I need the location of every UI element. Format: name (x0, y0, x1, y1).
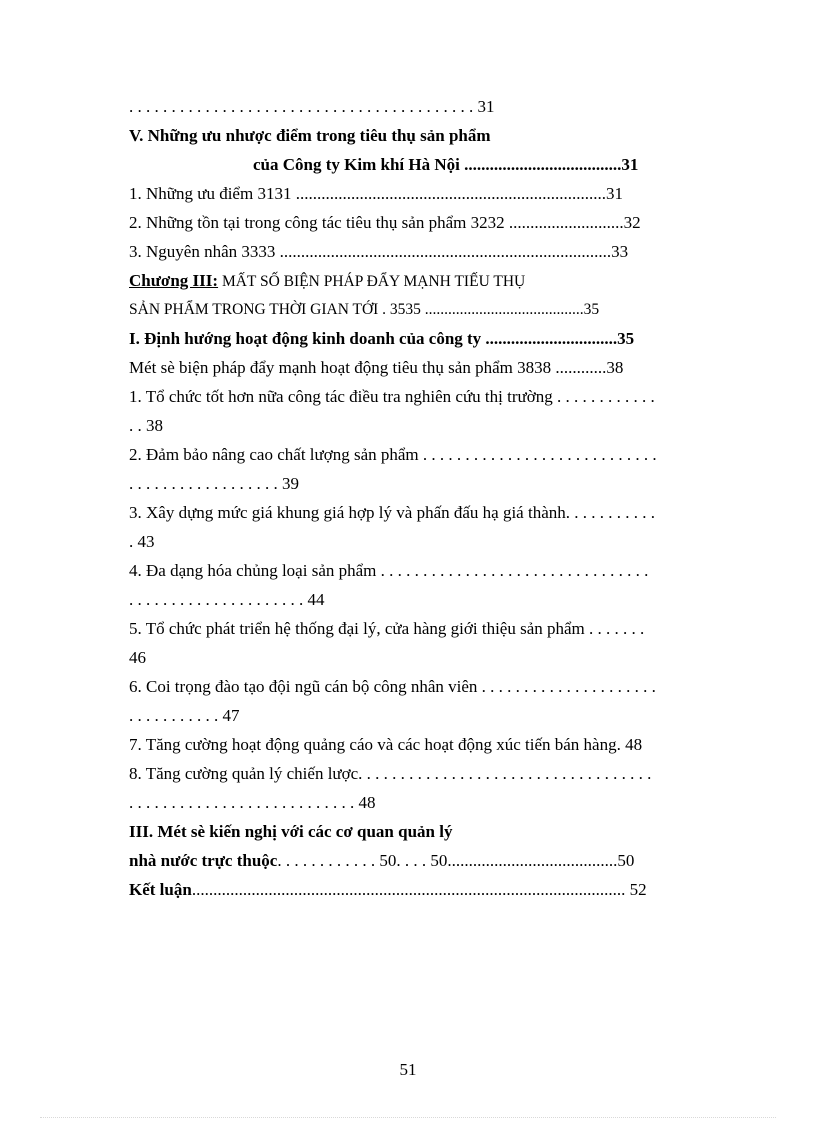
toc-chapter-title-cont: SẢN PHẨM TRONG THỜI GIAN TỚI . 3535 .........................................35 (129, 301, 600, 318)
toc-line: . . 38 (129, 416, 163, 435)
toc-line: . . . . . . . . . . . . . . . . . . . . . 44 (129, 590, 325, 609)
toc-line: . . . . . . . . . . . 47 (129, 706, 240, 725)
toc-line: 3. Xây dựng mức giá khung giá hợp lý và phấn đấu hạ giá thành. . . . . . . . . . . (129, 503, 655, 522)
toc-line: 4. Đa dạng hóa chủng loại sản phẩm . . . . . . . . . . . . . . . . . . . . . . . . . . . . . . . . (129, 561, 649, 580)
toc-line: 1. Những ưu điểm 3131 .........................................................................31 (129, 184, 623, 203)
toc-heading-section-iii: III. Mét sè kiến nghị với các cơ quan quản lý (129, 822, 453, 841)
toc-line: 7. Tăng cường hoạt động quảng cáo và các hoạt động xúc tiến bán hàng. 48 (129, 735, 643, 754)
toc-line: Mét sè biện pháp đẩy mạnh hoạt động tiêu thụ sản phẩm 3838 ............38 (129, 358, 624, 377)
toc-line: 3. Nguyên nhân 3333 ..............................................................................33 (129, 242, 629, 261)
conclusion-leader: ...................................................................................................... 52 (191, 880, 647, 899)
section-iii-cont-label: nhà nước trực thuộc (129, 851, 278, 870)
toc-line: 2. Những tồn tại trong công tác tiêu thụ sản phẩm 3232 ...........................32 (129, 213, 641, 232)
toc-line: 2. Đảm bảo nâng cao chất lượng sản phẩm . . . . . . . . . . . . . . . . . . . . . . . . . . . . (129, 445, 657, 464)
conclusion-label: Kết luận (129, 880, 192, 899)
toc-heading-section-v: V. Những ưu nhược điểm trong tiêu thụ sản phẩm (129, 126, 491, 145)
toc-chapter-heading (129, 271, 525, 292)
toc-heading-section-i: I. Định hướng hoạt động kinh doanh của công ty ...............................35 (129, 329, 635, 348)
toc-heading-section-v-cont: của Công ty Kim khí Hà Nội .....................................31 (253, 155, 639, 174)
toc-line: . . . . . . . . . . . . . . . . . . . . . . . . . . . 48 (129, 793, 376, 812)
toc-conclusion (129, 880, 647, 900)
toc-line: . . . . . . . . . . . . . . . . . . . . . . . . . . . . . . . . . . . . . . . . . 31 (129, 97, 495, 116)
page-number: 51 (399, 1060, 417, 1079)
toc-line: . . . . . . . . . . . . . . . . . . 39 (129, 474, 299, 493)
toc-line: 46 (129, 648, 146, 667)
chapter-title: MẤT SỐ BIỆN PHÁP ĐẨY MẠNH TIẾU THỤ (218, 273, 526, 290)
toc-line: . 43 (129, 532, 155, 551)
toc-line: 1. Tổ chức tốt hơn nữa công tác điều tra nghiên cứu thị trường . . . . . . . . . . . . (129, 387, 655, 406)
toc-heading-section-iii-cont (129, 851, 634, 871)
footer-divider (40, 1117, 776, 1118)
chapter-label: Chương III: (129, 271, 219, 290)
section-iii-cont-leader: . . . . . . . . . . . . 50. . . . 50........................................50 (277, 851, 635, 870)
toc-line: 5. Tổ chức phát triển hệ thống đại lý, cửa hàng giới thiệu sản phẩm . . . . . . . (129, 619, 645, 638)
toc-line: 8. Tăng cường quản lý chiến lược. . . . . . . . . . . . . . . . . . . . . . . . . . . . . . . . . . . (129, 764, 652, 783)
toc-line: 6. Coi trọng đào tạo đội ngũ cán bộ công nhân viên . . . . . . . . . . . . . . . . . . . . . (129, 677, 656, 696)
